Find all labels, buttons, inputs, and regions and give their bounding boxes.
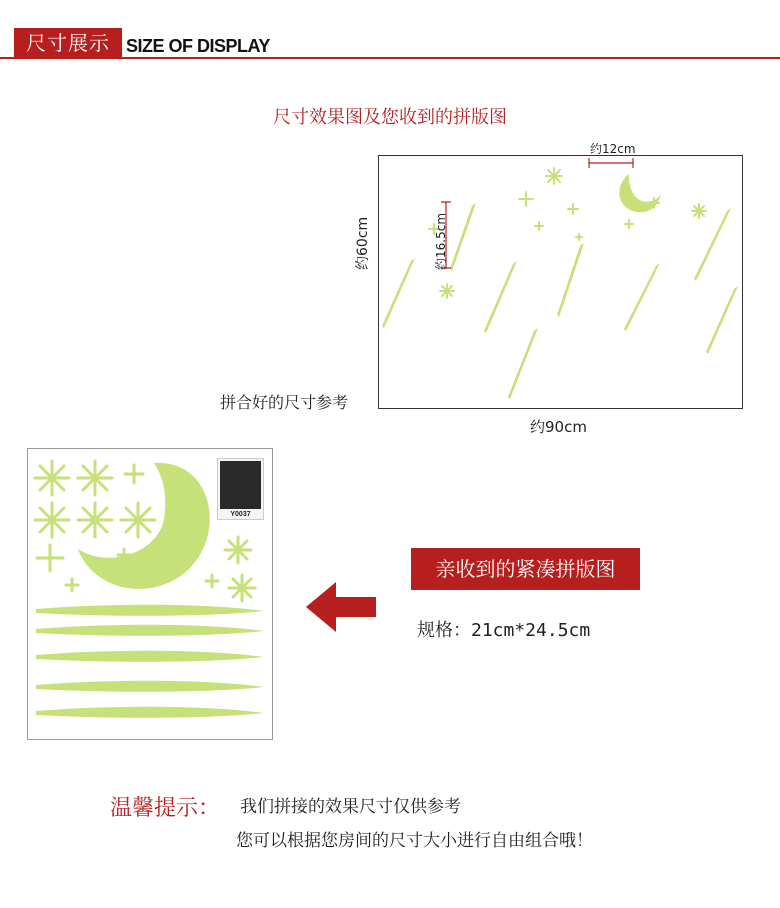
display-caption: 尺寸效果图及您收到的拼版图 <box>273 107 507 128</box>
dim-meteor-height: 约16.5cm <box>434 212 448 270</box>
left-arrow-icon <box>306 580 378 634</box>
wall-decal-illustration <box>379 156 744 410</box>
dim-width: 约90cm <box>530 418 587 436</box>
tip-line-1: 我们拼接的效果尺寸仅供参考 <box>240 797 461 817</box>
section-tag: 尺寸展示 <box>14 28 122 58</box>
assembled-display-frame <box>378 155 743 409</box>
product-code: Y0037 <box>230 511 251 518</box>
dim-moon-width: 约12cm <box>590 142 636 156</box>
sheet-spec: 规格：21cm*24.5cm <box>417 620 591 641</box>
section-title: SIZE OF DISPLAY <box>126 36 270 56</box>
product-thumbnail <box>217 458 264 520</box>
tip-label: 温馨提示： <box>110 796 221 821</box>
sheet-badge: 亲收到的紧凑拼版图 <box>411 548 640 590</box>
header-divider <box>0 57 780 59</box>
assemble-label: 拼合好的尺寸参考 <box>220 393 349 412</box>
dim-height: 约60cm <box>355 216 371 270</box>
product-photo <box>220 461 261 509</box>
tip-line-2: 您可以根据您房间的尺寸大小进行自由组合哦！ <box>236 831 593 851</box>
